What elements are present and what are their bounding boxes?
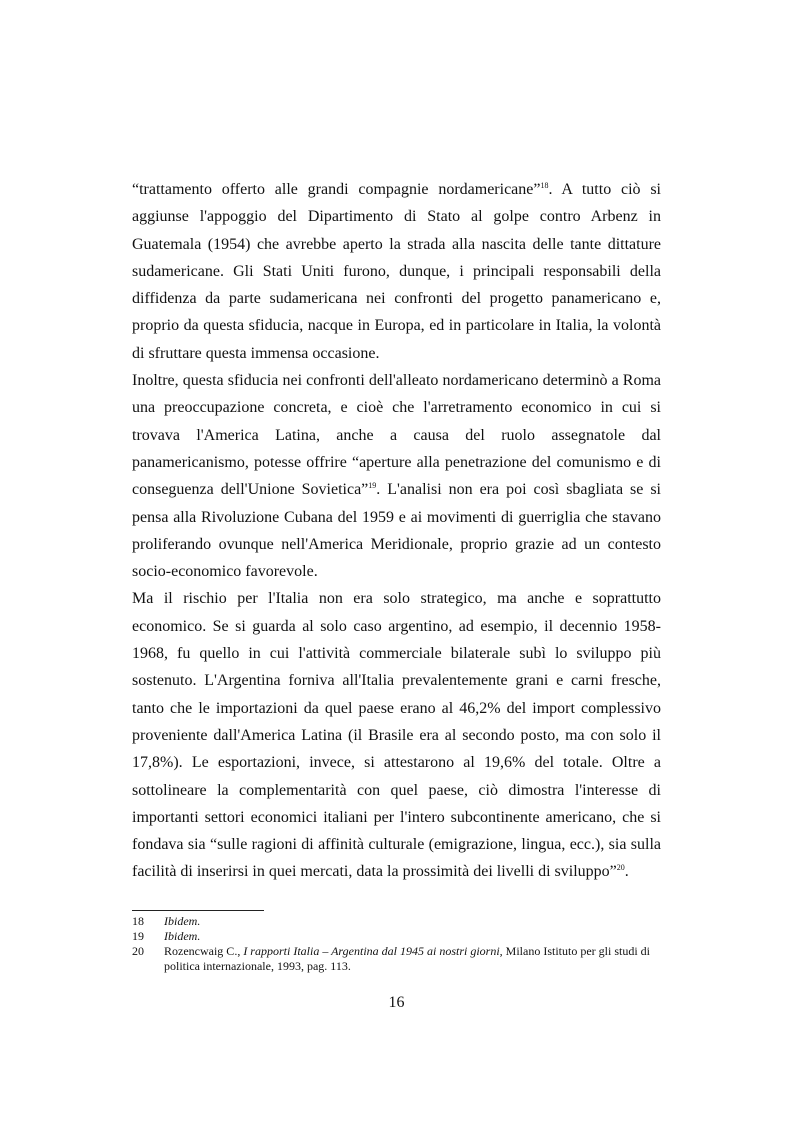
footnote-number: 19	[132, 929, 144, 943]
footnote-title: Ibidem.	[164, 929, 201, 943]
paragraph-3-text-a: Ma il rischio per l'Italia non era solo strategico, ma anche e soprattutto economico. Se si guarda al solo caso argentino, ad esempio, il decennio 1958-1968, fu quello in cui l'attività commerciale bilaterale subì lo sviluppo più sostenuto. L'Argentina forniva all'Italia prevalentemente grani e carni fresche, tanto che le importazioni da quel paese erano al 46,2% del import complessivo proveniente dall'America Latina (il Brasile era al secondo posto, ma con solo il 17,8%). Le esportazioni, invece, si attestarono al 19,6% del totale. Oltre a sottolineare la complementarità con quel paese, ciò dimostra l'interesse di importanti settori economici italiani per l'intero subcontinente americano, che si fondava sia “sulle ragioni di affinità culturale (emigrazione, lingua, ecc.), sia sulla facilità di inserirsi in quei mercati, data la prossimità dei livelli di sviluppo”	[132, 590, 661, 881]
footnote-title: Ibidem.	[164, 914, 201, 928]
footnote-title: I rapporti Italia – Argentina dal 1945 ai nostri giorni,	[243, 944, 503, 958]
paragraph-1	[132, 176, 661, 367]
paragraph-3	[132, 585, 661, 885]
footnote-18	[132, 914, 662, 929]
footnote-number: 20	[132, 944, 144, 958]
page-number: 16	[388, 994, 405, 1011]
footnote-text	[164, 914, 662, 929]
footnote-ref-19[interactable]: 19	[368, 481, 377, 491]
body-text	[132, 176, 661, 886]
footnote-text	[164, 929, 662, 944]
paragraph-1-text-b: . A tutto ciò si aggiunse l'appoggio del Dipartimento di Stato al golpe contro Arbenz in Guatemala (1954) che avrebbe aperto la strada alla nascita delle tante dittature sudamericane. Gli Stati Uniti furono, dunque, i principali responsabili della diffidenza da parte sudamericana nei confronti del progetto panamericano e, proprio da questa sfiducia, nacque in Europa, ed in particolare in Italia, la volontà di sfruttare questa immensa occasione.	[132, 181, 661, 362]
footnote-author: Rozencwaig C.,	[164, 944, 244, 958]
footnote-ref-20[interactable]: 20	[616, 863, 625, 873]
footnote-19	[132, 929, 662, 944]
footnote-ref-18[interactable]: 18	[540, 181, 549, 190]
footnotes	[132, 914, 662, 974]
footnote-rest: Milano Istituto per gli studi di politica internazionale, 1993, pag. 113.	[164, 944, 650, 973]
footnote-number: 18	[132, 914, 144, 928]
footnote-text	[164, 944, 662, 974]
paragraph-1-text-a: “trattamento offerto alle grandi compagnie nordamericane”	[132, 181, 541, 198]
paragraph-2-text-a: Inoltre, questa sfiducia nei confronti dell'alleato nordamericano determinò a Roma una preoccupazione concreta, e cioè che l'arretramento economico in cui si trovava l'America Latina, anche a causa del ruolo assegnatole dal panamericanismo, potesse offrire “aperture alla penetrazione del comunismo e di conseguenza dell'Unione Sovietica”	[132, 372, 661, 499]
paragraph-2-text-b: . L'analisi non era poi così sbagliata se si pensa alla Rivoluzione Cubana del 1959 e ai movimenti di guerriglia che stavano proliferando ovunque nell'America Meridionale, proprio grazie ad un contesto socio-economico favorevole.	[132, 481, 661, 581]
paragraph-2	[132, 367, 661, 585]
footnote-20	[132, 944, 662, 974]
paragraph-3-text-b: .	[624, 863, 629, 881]
footnote-separator	[132, 910, 264, 911]
